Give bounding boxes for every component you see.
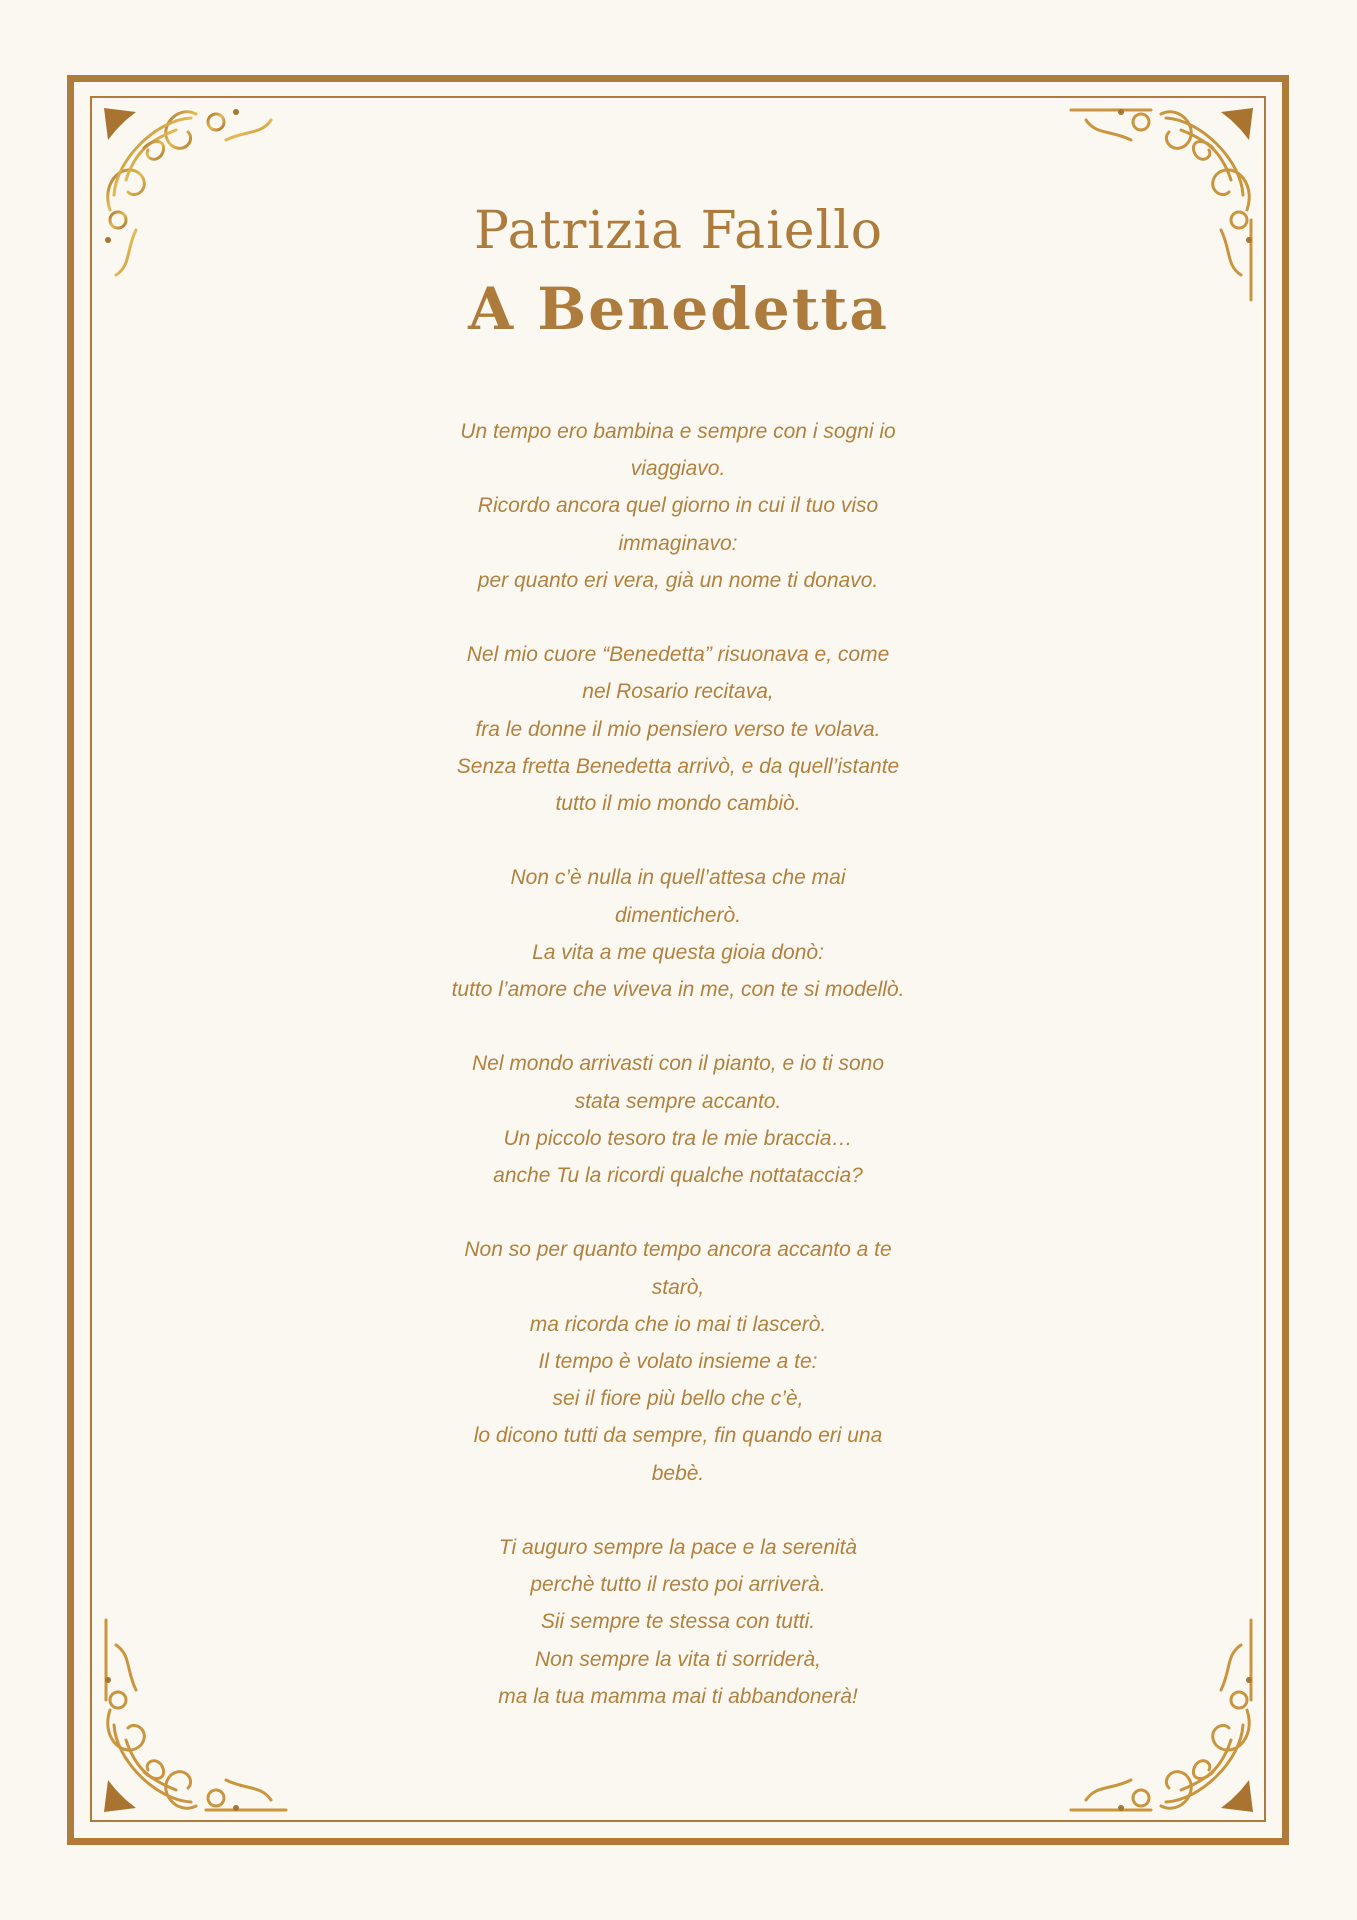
- poem-stanza: [378, 636, 978, 822]
- poem-line: Non c’è nulla in quell’attesa che mai: [510, 866, 846, 890]
- poem-line: Ti auguro sempre la pace e la serenità: [498, 1536, 858, 1560]
- poem-line: fra le donne il mio pensiero verso te volava.: [475, 717, 881, 741]
- poem-line: lo dicono tutti da sempre, fin quando eri una: [473, 1424, 883, 1448]
- poem-line: viaggiavo.: [630, 457, 726, 481]
- poem-line: dimenticherò.: [614, 903, 742, 927]
- poem-line: anche Tu la ricordi qualche nottataccia?: [493, 1164, 863, 1188]
- poem-line: immaginavo:: [618, 531, 738, 555]
- poem-line: starò,: [651, 1275, 705, 1299]
- author-name: Patrizia Faiello: [473, 201, 884, 261]
- poem-line: Un tempo ero bambina e sempre con i sogni io: [460, 420, 896, 443]
- poem-stanza: [378, 413, 978, 599]
- poem-line: bebè.: [651, 1461, 705, 1485]
- page-header: [0, 195, 1357, 351]
- poem-line: Non so per quanto tempo ancora accanto a te: [464, 1238, 892, 1262]
- poem-line: nel Rosario recitava,: [582, 680, 774, 704]
- poem-line: per quanto eri vera, già un nome ti donavo.: [477, 568, 879, 592]
- poem-line: Sii sempre te stessa con tutti.: [540, 1610, 816, 1634]
- poem-line: ma ricorda che io mai ti lascerò.: [529, 1312, 827, 1336]
- poem-line: tutto il mio mondo cambiò.: [555, 792, 801, 816]
- poem-stanza: [378, 859, 978, 1008]
- poem-line: ma la tua mamma mai ti abbandonerà!: [498, 1684, 858, 1708]
- corner-ornament-icon: [96, 1610, 296, 1820]
- poem-line: perchè tutto il resto poi arriverà.: [530, 1573, 826, 1597]
- poem-line: La vita a me questa gioia donò:: [532, 940, 824, 964]
- poem-line: stata sempre accanto.: [574, 1089, 782, 1113]
- page-title: A Benedetta: [468, 275, 889, 343]
- poem-line: Un piccolo tesoro tra le mie braccia…: [503, 1126, 853, 1150]
- poem-line: Senza fretta Benedetta arrivò, e da quell’istante: [456, 754, 900, 778]
- poem-line: Ricordo ancora quel giorno in cui il tuo viso: [477, 494, 879, 518]
- poem-line: Nel mondo arrivasti con il pianto, e io ti sono: [471, 1052, 885, 1076]
- poem-line: Il tempo è volato insieme a te:: [538, 1350, 818, 1374]
- poem-stanza: [378, 1045, 978, 1194]
- poem-line: Non sempre la vita ti sorriderà,: [535, 1647, 821, 1671]
- poem-line: sei il fiore più bello che c’è,: [552, 1387, 804, 1411]
- poem-line: Nel mio cuore “Benedetta” risuonava e, come: [466, 643, 890, 667]
- poem-stanza: [378, 1529, 978, 1715]
- corner-ornament-icon: [1061, 1610, 1261, 1820]
- poem-stanza: [378, 1231, 978, 1491]
- poem-body: [378, 413, 978, 1715]
- poem-line: tutto l’amore che viveva in me, con te si modellò.: [451, 978, 905, 1002]
